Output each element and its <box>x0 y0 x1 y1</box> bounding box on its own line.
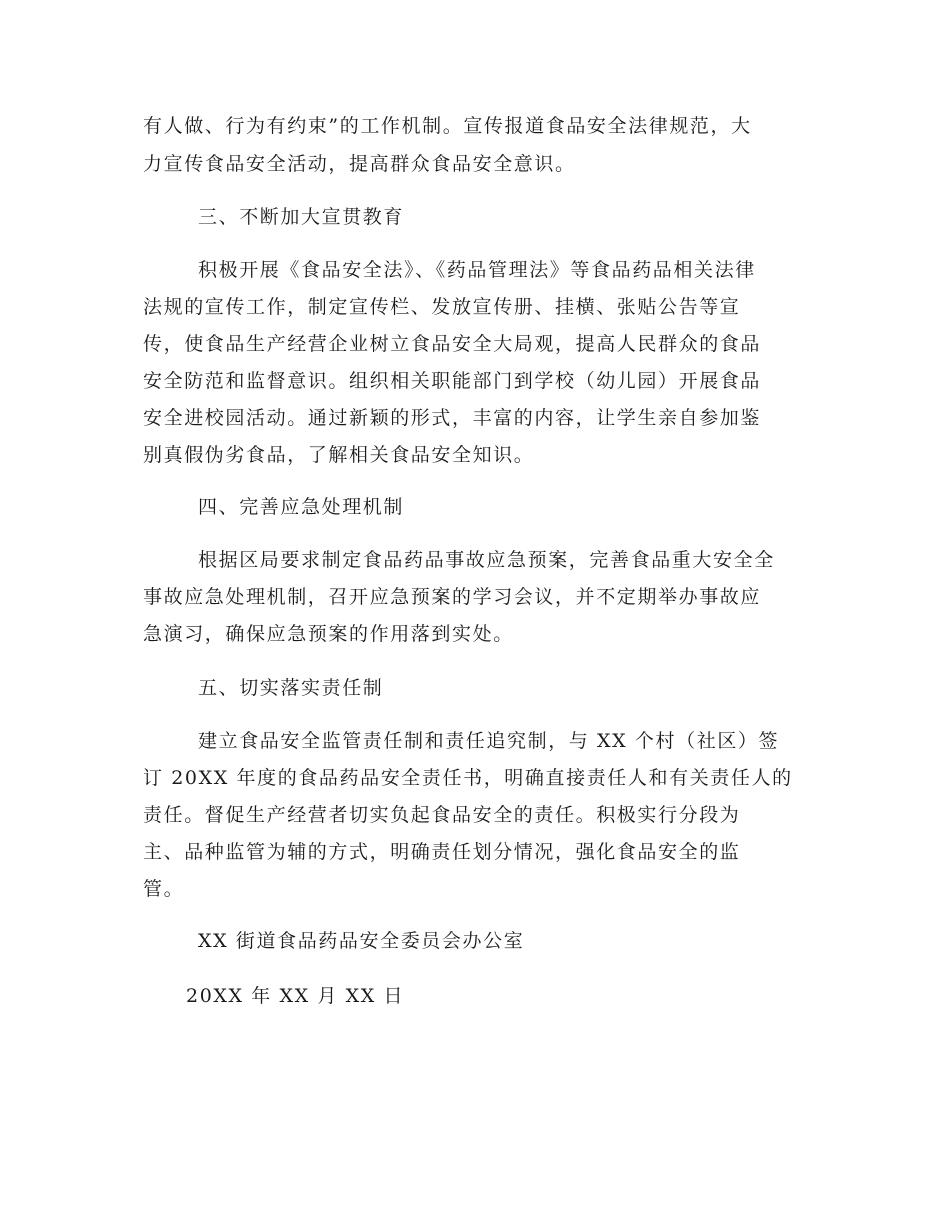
paragraph-line: 安全进校园活动。通过新颖的形式，丰富的内容，让学生亲自参加鉴 <box>143 407 762 429</box>
paragraph-line: 法规的宣传工作，制定宣传栏、发放宣传册、挂横、张贴公告等宣 <box>143 296 741 318</box>
signature-office: XX 街道食品药品安全委员会办公室 <box>198 930 525 952</box>
paragraph-line: 有人做、行为有约束”的工作机制。宣传报道食品安全法律规范，大 <box>143 115 752 137</box>
paragraph-line: 根据区局要求制定食品药品事故应急预案，完善食品重大安全全 <box>198 549 775 571</box>
paragraph-line: 别真假伪劣食品，了解相关食品安全知识。 <box>143 444 535 466</box>
paragraph-line: 积极开展《食品安全法》、《药品管理法》等食品药品相关法律 <box>198 259 756 281</box>
paragraph-line: 事故应急处理机制，召开应急预案的学习会议，并不定期举办事故应 <box>143 586 762 608</box>
paragraph-line: 责任。督促生产经营者切实负起食品安全的责任。积极实行分段为 <box>143 804 741 826</box>
signature-date: 20XX 年 XX 月 XX 日 <box>186 985 405 1007</box>
section-heading-3: 三、不断加大宣贯教育 <box>198 206 405 228</box>
section-heading-4: 四、完善应急处理机制 <box>198 496 405 518</box>
paragraph-line: 安全防范和监督意识。组织相关职能部门到学校（幼儿园）开展食品 <box>143 370 762 392</box>
paragraph-line: 建立食品安全监管责任制和责任追究制，与 XX 个村（社区）签 <box>198 730 780 752</box>
paragraph-line: 订 20XX 年度的食品药品安全责任书，明确直接责任人和有关责任人的 <box>143 767 793 789</box>
paragraph-line: 传，使食品生产经营企业树立食品安全大局观，提高人民群众的食品 <box>143 333 762 355</box>
paragraph-line: 管。 <box>143 878 185 900</box>
paragraph-line: 力宣传食品安全活动，提高群众食品安全意识。 <box>143 153 576 175</box>
section-heading-5: 五、切实落实责任制 <box>198 677 384 699</box>
paragraph-line: 急演习，确保应急预案的作用落到实处。 <box>143 623 514 645</box>
paragraph-line: 主、品种监管为辅的方式，明确责任划分情况，强化食品安全的监 <box>143 841 741 863</box>
